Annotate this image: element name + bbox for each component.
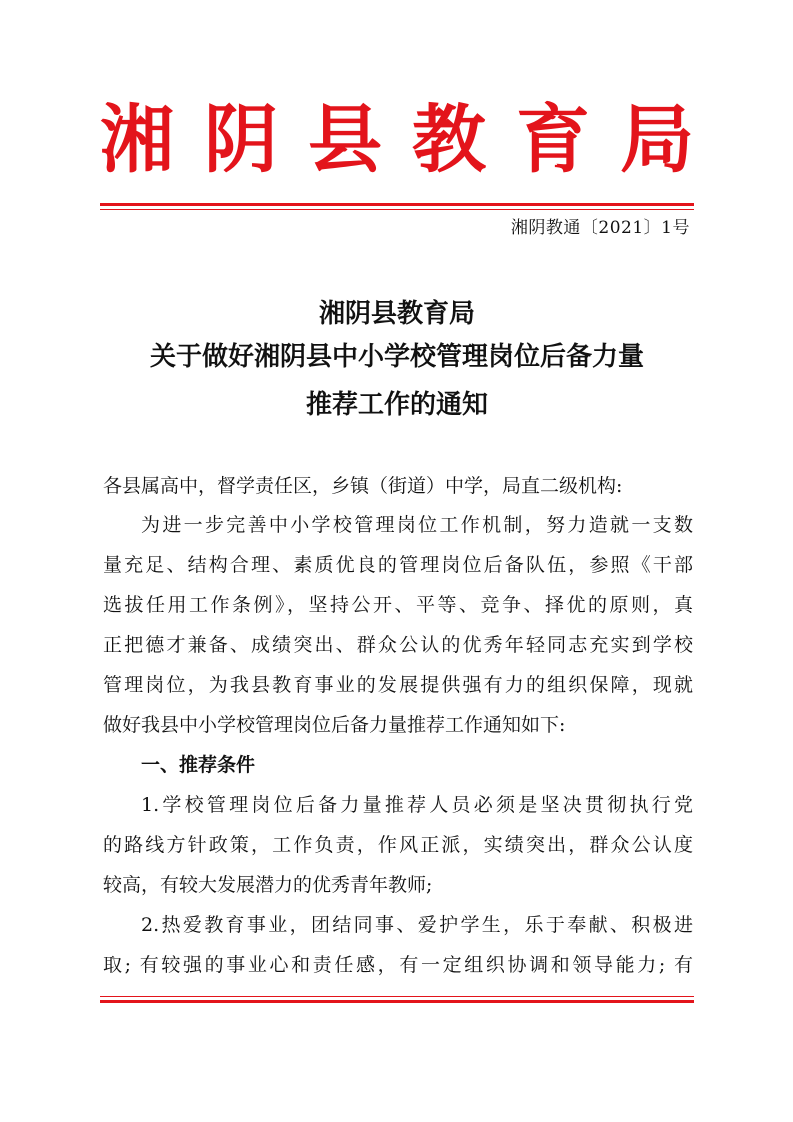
- paragraph-line: 管理岗位，为我县教育事业的发展提供强有力的组织保障，现就: [103, 674, 693, 696]
- footer-divider-thin: [100, 996, 694, 997]
- masthead-char: 局: [620, 97, 694, 183]
- masthead-char: 湘: [100, 97, 174, 183]
- paragraph-line: 量充足、结构合理、素质优良的管理岗位后备队伍，参照《干部: [103, 554, 693, 576]
- paragraph-line: 做好我县中小学校管理岗位后备力量推荐工作通知如下:: [103, 714, 566, 736]
- masthead: [100, 95, 694, 185]
- paragraph-line: 取; 有较强的事业心和责任感，有一定组织协调和领导能力; 有: [103, 954, 693, 976]
- title-line-1: 湘阴县教育局: [318, 299, 475, 329]
- masthead-char: 育: [516, 97, 590, 183]
- title-line-3: 推荐工作的通知: [305, 390, 488, 420]
- header-divider-thick: [100, 203, 694, 206]
- paragraph-line: 2.热爱教育事业，团结同事、爱护学生，乐于奉献、积极进: [141, 914, 693, 936]
- salutation: 各县属高中，督学责任区，乡镇（街道）中学，局直二级机构:: [103, 475, 623, 497]
- footer-divider-thick: [100, 1000, 694, 1003]
- paragraph-line: 的路线方针政策，工作负责，作风正派，实绩突出，群众公认度: [103, 834, 693, 856]
- paragraph-line: 1.学校管理岗位后备力量推荐人员必须是坚决贯彻执行党: [141, 794, 693, 816]
- masthead-char: 县: [308, 97, 382, 183]
- masthead-char: 教: [412, 97, 486, 183]
- section-heading: 一、推荐条件: [141, 754, 256, 776]
- paragraph-line: 为进一步完善中小学校管理岗位工作机制，努力造就一支数: [141, 514, 693, 536]
- paragraph-line: 较高，有较大发展潜力的优秀青年教师;: [103, 874, 433, 896]
- paragraph-line: 正把德才兼备、成绩突出、群众公认的优秀年轻同志充实到学校: [103, 634, 693, 656]
- document-number: 湘阴教通〔2021〕1号: [510, 218, 690, 238]
- masthead-char: 阴: [204, 97, 278, 183]
- header-divider-thin: [100, 209, 694, 210]
- paragraph-line: 选拔任用工作条例》，坚持公开、平等、竞争、择优的原则，真: [103, 594, 693, 616]
- title-line-2: 关于做好湘阴县中小学校管理岗位后备力量: [149, 342, 644, 372]
